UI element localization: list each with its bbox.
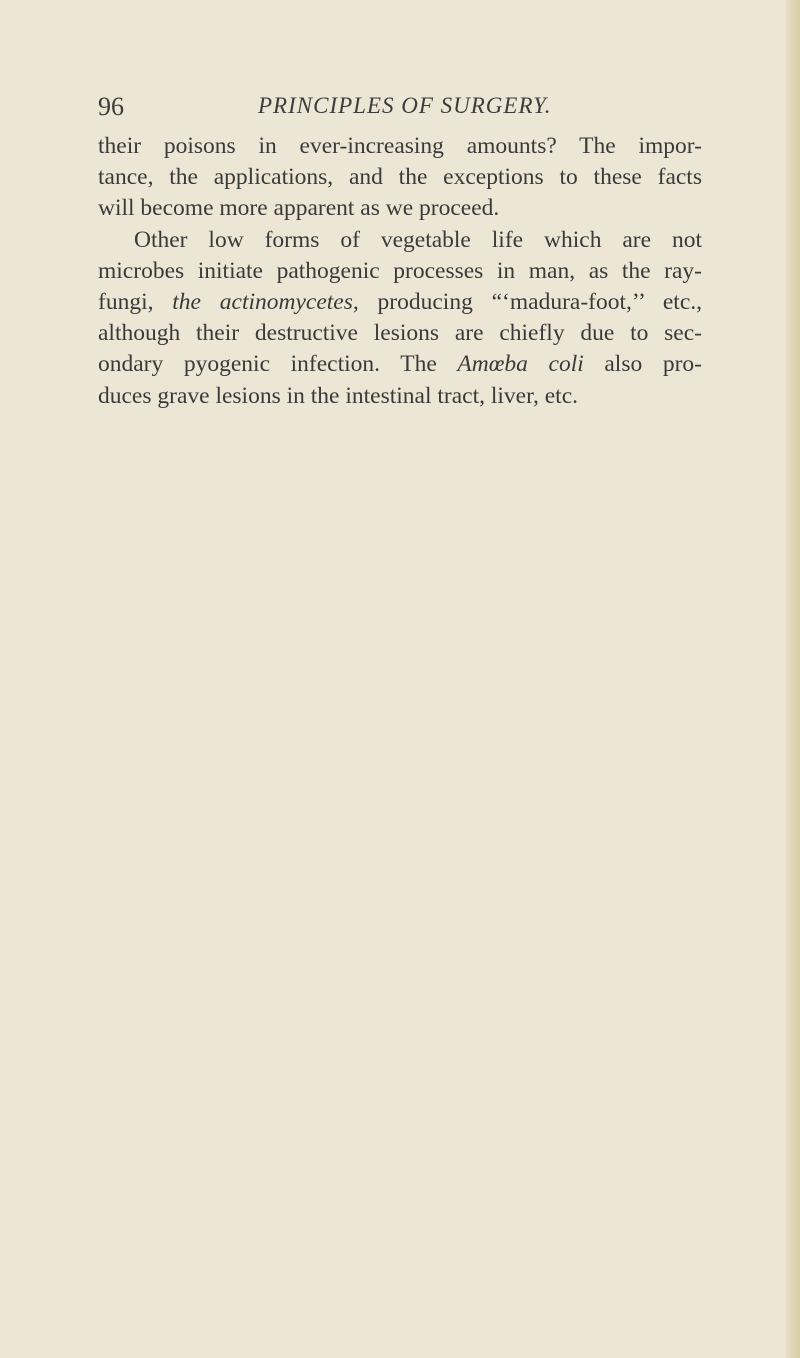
text-line: tance, the applications, and the exceptions to these facts	[98, 164, 702, 191]
body-text	[98, 131, 702, 412]
text-segment: , producing “‘madura-foot,’’ etc.,	[352, 289, 702, 316]
text-line: duces grave lesions in the intestinal tract, liver, etc.	[98, 382, 578, 409]
page-header	[98, 92, 698, 128]
paragraph-2	[98, 225, 702, 412]
text-line	[98, 287, 702, 318]
text-line: microbes initiate pathogenic processes in man, as the ray-	[98, 257, 702, 284]
text-line: Other low forms of vegetable life which are not	[134, 226, 702, 253]
text-segment: fungi,	[98, 289, 173, 316]
page-edge	[786, 0, 800, 1358]
text-line	[98, 349, 702, 380]
page-number: 96	[98, 92, 124, 121]
italic-term: the actinomycetes	[172, 289, 353, 316]
paragraph-1	[98, 131, 702, 225]
text-segment: also pro-	[583, 351, 702, 378]
text-segment: ondary pyogenic infection. The	[98, 351, 458, 378]
text-line: although their destructive lesions are chiefly due to sec-	[98, 320, 702, 347]
text-line: will become more apparent as we proceed.	[98, 195, 500, 222]
italic-term: Amœba coli	[457, 351, 584, 378]
running-title: PRINCIPLES OF SURGERY.	[258, 93, 552, 118]
text-line: their poisons in ever-increasing amounts? The impor-	[98, 133, 702, 159]
